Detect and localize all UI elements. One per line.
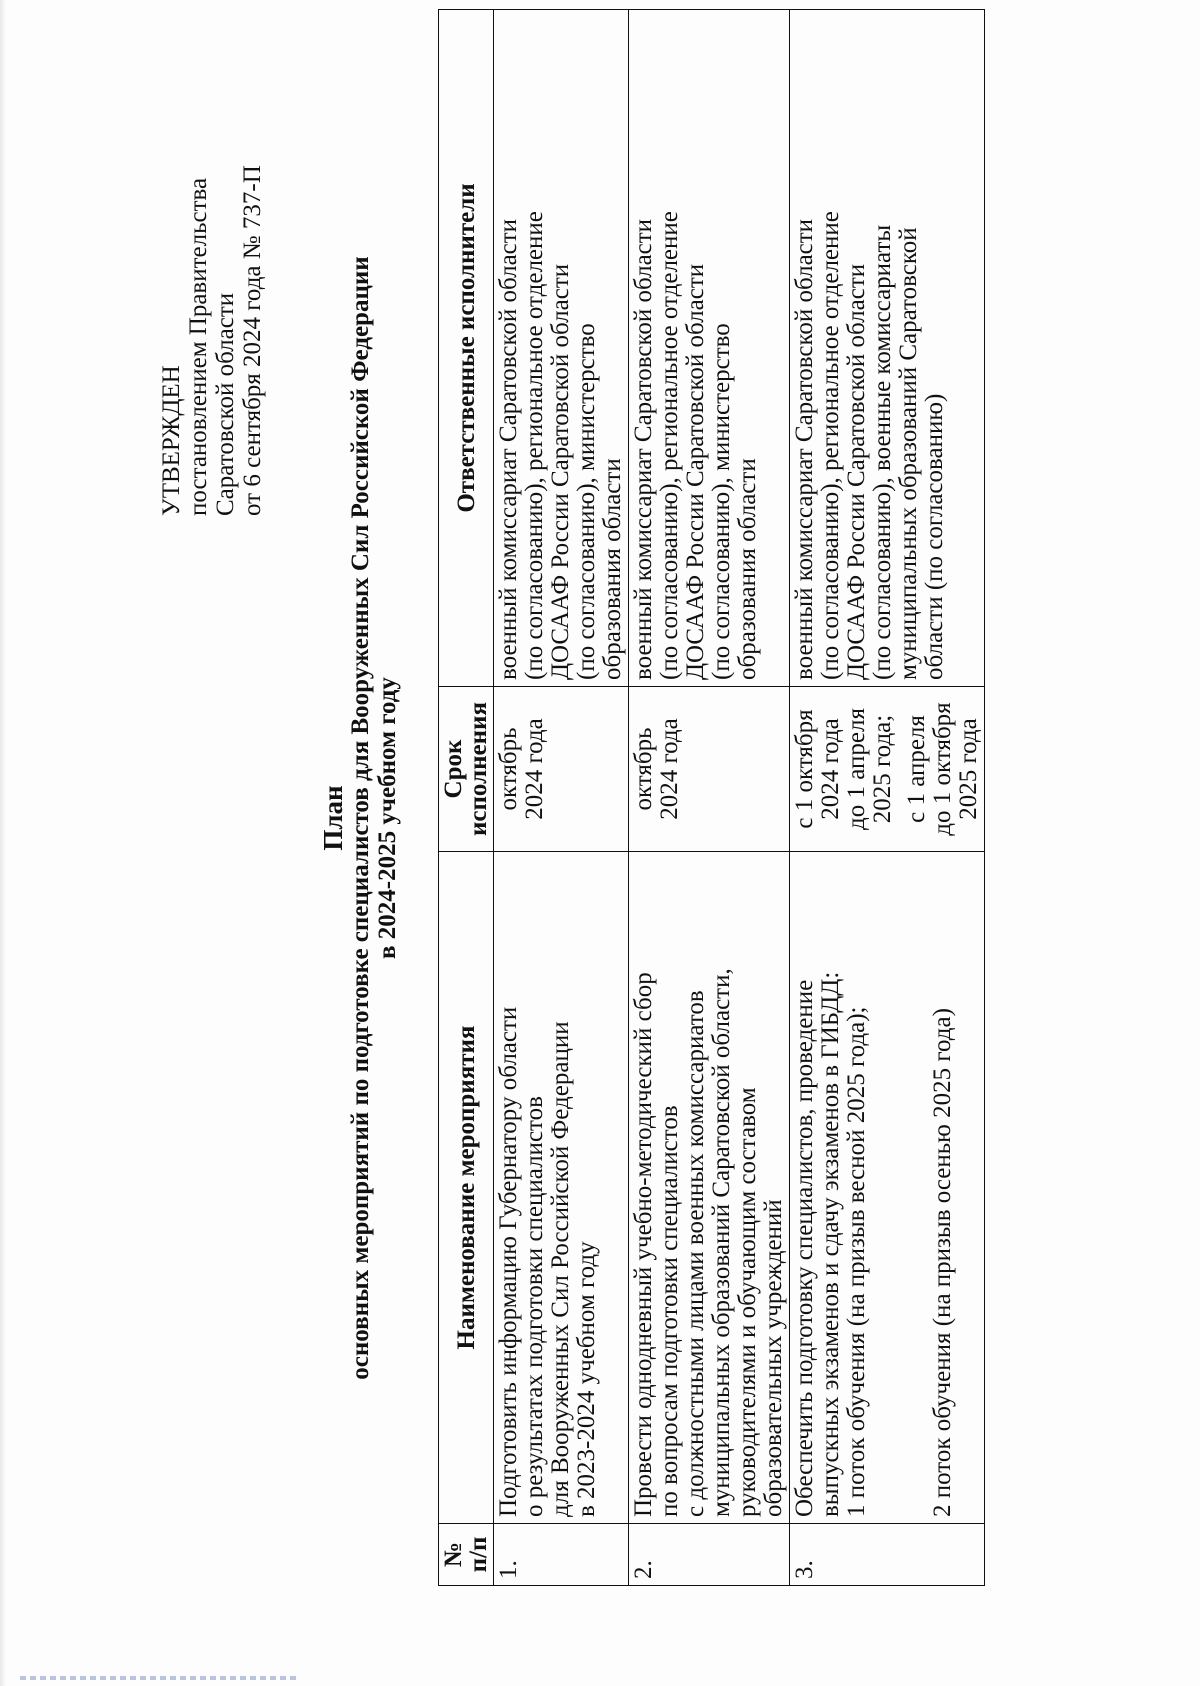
text-line: области (по согласованию) — [921, 393, 948, 680]
approval-line-1: УТВЕРЖДЕН — [158, 365, 185, 516]
text-line: с должностными лицами военных комиссариатов — [682, 990, 709, 1517]
table-row — [494, 10, 629, 1586]
text-line: 2025 года — [955, 718, 982, 820]
text-line: о результатах подготовки специалистов — [521, 1096, 548, 1517]
text-line: октябрь — [630, 727, 657, 811]
text-line: Обеспечить подготовку специалистов, проведение — [791, 979, 818, 1517]
text-line: 2025 года; — [869, 714, 896, 824]
text-line: образования области — [734, 458, 761, 680]
text-line: (по согласованию), министерство — [573, 323, 600, 680]
text-line: ДОСААФ России Саратовской области — [547, 263, 574, 680]
text-line: до 1 апреля — [843, 708, 870, 830]
text-line: до 1 октября — [929, 702, 956, 836]
title-line-2: основных мероприятий по подготовке специалистов для Вооруженных Сил Российской Федерации — [347, 256, 374, 1380]
row-deadline — [790, 687, 985, 852]
document-title — [320, 30, 401, 1606]
row-name — [629, 852, 790, 1524]
text-line: муниципальных образований Саратовской — [895, 227, 922, 680]
row-name — [494, 852, 629, 1524]
row-executors — [629, 10, 790, 687]
text-line: (по согласованию), министерство — [708, 323, 735, 680]
text-line: с 1 октября — [791, 709, 818, 829]
approval-line-4: от 6 сентября 2024 года № 737-П — [239, 165, 266, 516]
header-deadline — [439, 687, 494, 852]
row-deadline — [629, 687, 790, 852]
header-deadline-line-2: исполнения — [465, 702, 492, 836]
row-executors — [790, 10, 985, 687]
text-line: ДОСААФ России Саратовской области — [843, 263, 870, 680]
text-line: военный комиссариат Саратовской области — [791, 218, 818, 680]
text-line: (по согласованию), региональное отделение — [656, 211, 683, 680]
text-line: для Вооруженных Сил Российской Федерации — [547, 1021, 574, 1517]
text-line: образования области — [599, 458, 626, 680]
header-num-line-2: п/п — [465, 1536, 492, 1573]
row-name — [790, 852, 985, 1524]
row-num: 3. — [790, 1524, 985, 1586]
approval-stamp — [158, 56, 266, 516]
text-line: ДОСААФ России Саратовской области — [682, 263, 709, 680]
text-line: октябрь — [495, 727, 522, 811]
row-num: 2. — [629, 1524, 790, 1586]
text-line: (по согласованию), региональное отделение — [521, 211, 548, 680]
text-line: 2 поток обучения (на призыв осенью 2025 года) — [929, 1008, 956, 1517]
text-line: по вопросам подготовки специалистов — [656, 1105, 683, 1517]
text-line: военный комиссариат Саратовской области — [495, 218, 522, 680]
text-line: военный комиссариат Саратовской области — [630, 218, 657, 680]
row-executors — [494, 10, 629, 687]
text-line: Провести однодневный учебно-методический сбор — [630, 972, 657, 1517]
title-line-3: в 2024-2025 учебном году — [374, 677, 401, 959]
text-line: 1 поток обучения (на призыв весной 2025 года); — [843, 1006, 870, 1517]
text-line: (по согласованию), региональное отделение — [817, 211, 844, 680]
text-line: с 1 апреля — [903, 715, 930, 823]
table-row — [790, 10, 985, 1586]
approval-line-2: постановлением Правительства — [185, 177, 212, 516]
header-deadline-line-1: Срок — [440, 739, 467, 799]
header-executors: Ответственные исполнители — [439, 10, 494, 687]
title-line-1: План — [318, 785, 348, 851]
approval-line-3: Саратовской области — [212, 292, 239, 516]
row-num: 1. — [494, 1524, 629, 1586]
header-name: Наименование мероприятия — [439, 852, 494, 1524]
text-line: 2024 года — [817, 718, 844, 820]
text-line: 2024 года — [656, 718, 683, 820]
text-line: (по согласованию), военные комиссариаты — [869, 224, 896, 680]
scan-artifact-line — [20, 1676, 300, 1680]
header-num — [439, 1524, 494, 1586]
table-header-row — [439, 10, 494, 1586]
text-line: 2024 года — [521, 718, 548, 820]
spacer — [870, 858, 930, 1517]
table-row — [629, 10, 790, 1586]
row-deadline — [494, 687, 629, 852]
text-line: в 2023-2024 учебном году — [573, 1241, 600, 1517]
header-num-line-1: № — [440, 1541, 467, 1568]
text-line: муниципальных образований Саратовской области, — [708, 968, 735, 1517]
text-line: Подготовить информацию Губернатору области — [495, 1006, 522, 1517]
text-line: выпускных экзаменов и сдачу экзаменов в ГИБДД: — [817, 971, 844, 1517]
text-line: образовательных учреждений — [760, 1199, 787, 1517]
text-line: руководителями и обучающим составом — [734, 1087, 761, 1517]
plan-table — [438, 9, 985, 1586]
